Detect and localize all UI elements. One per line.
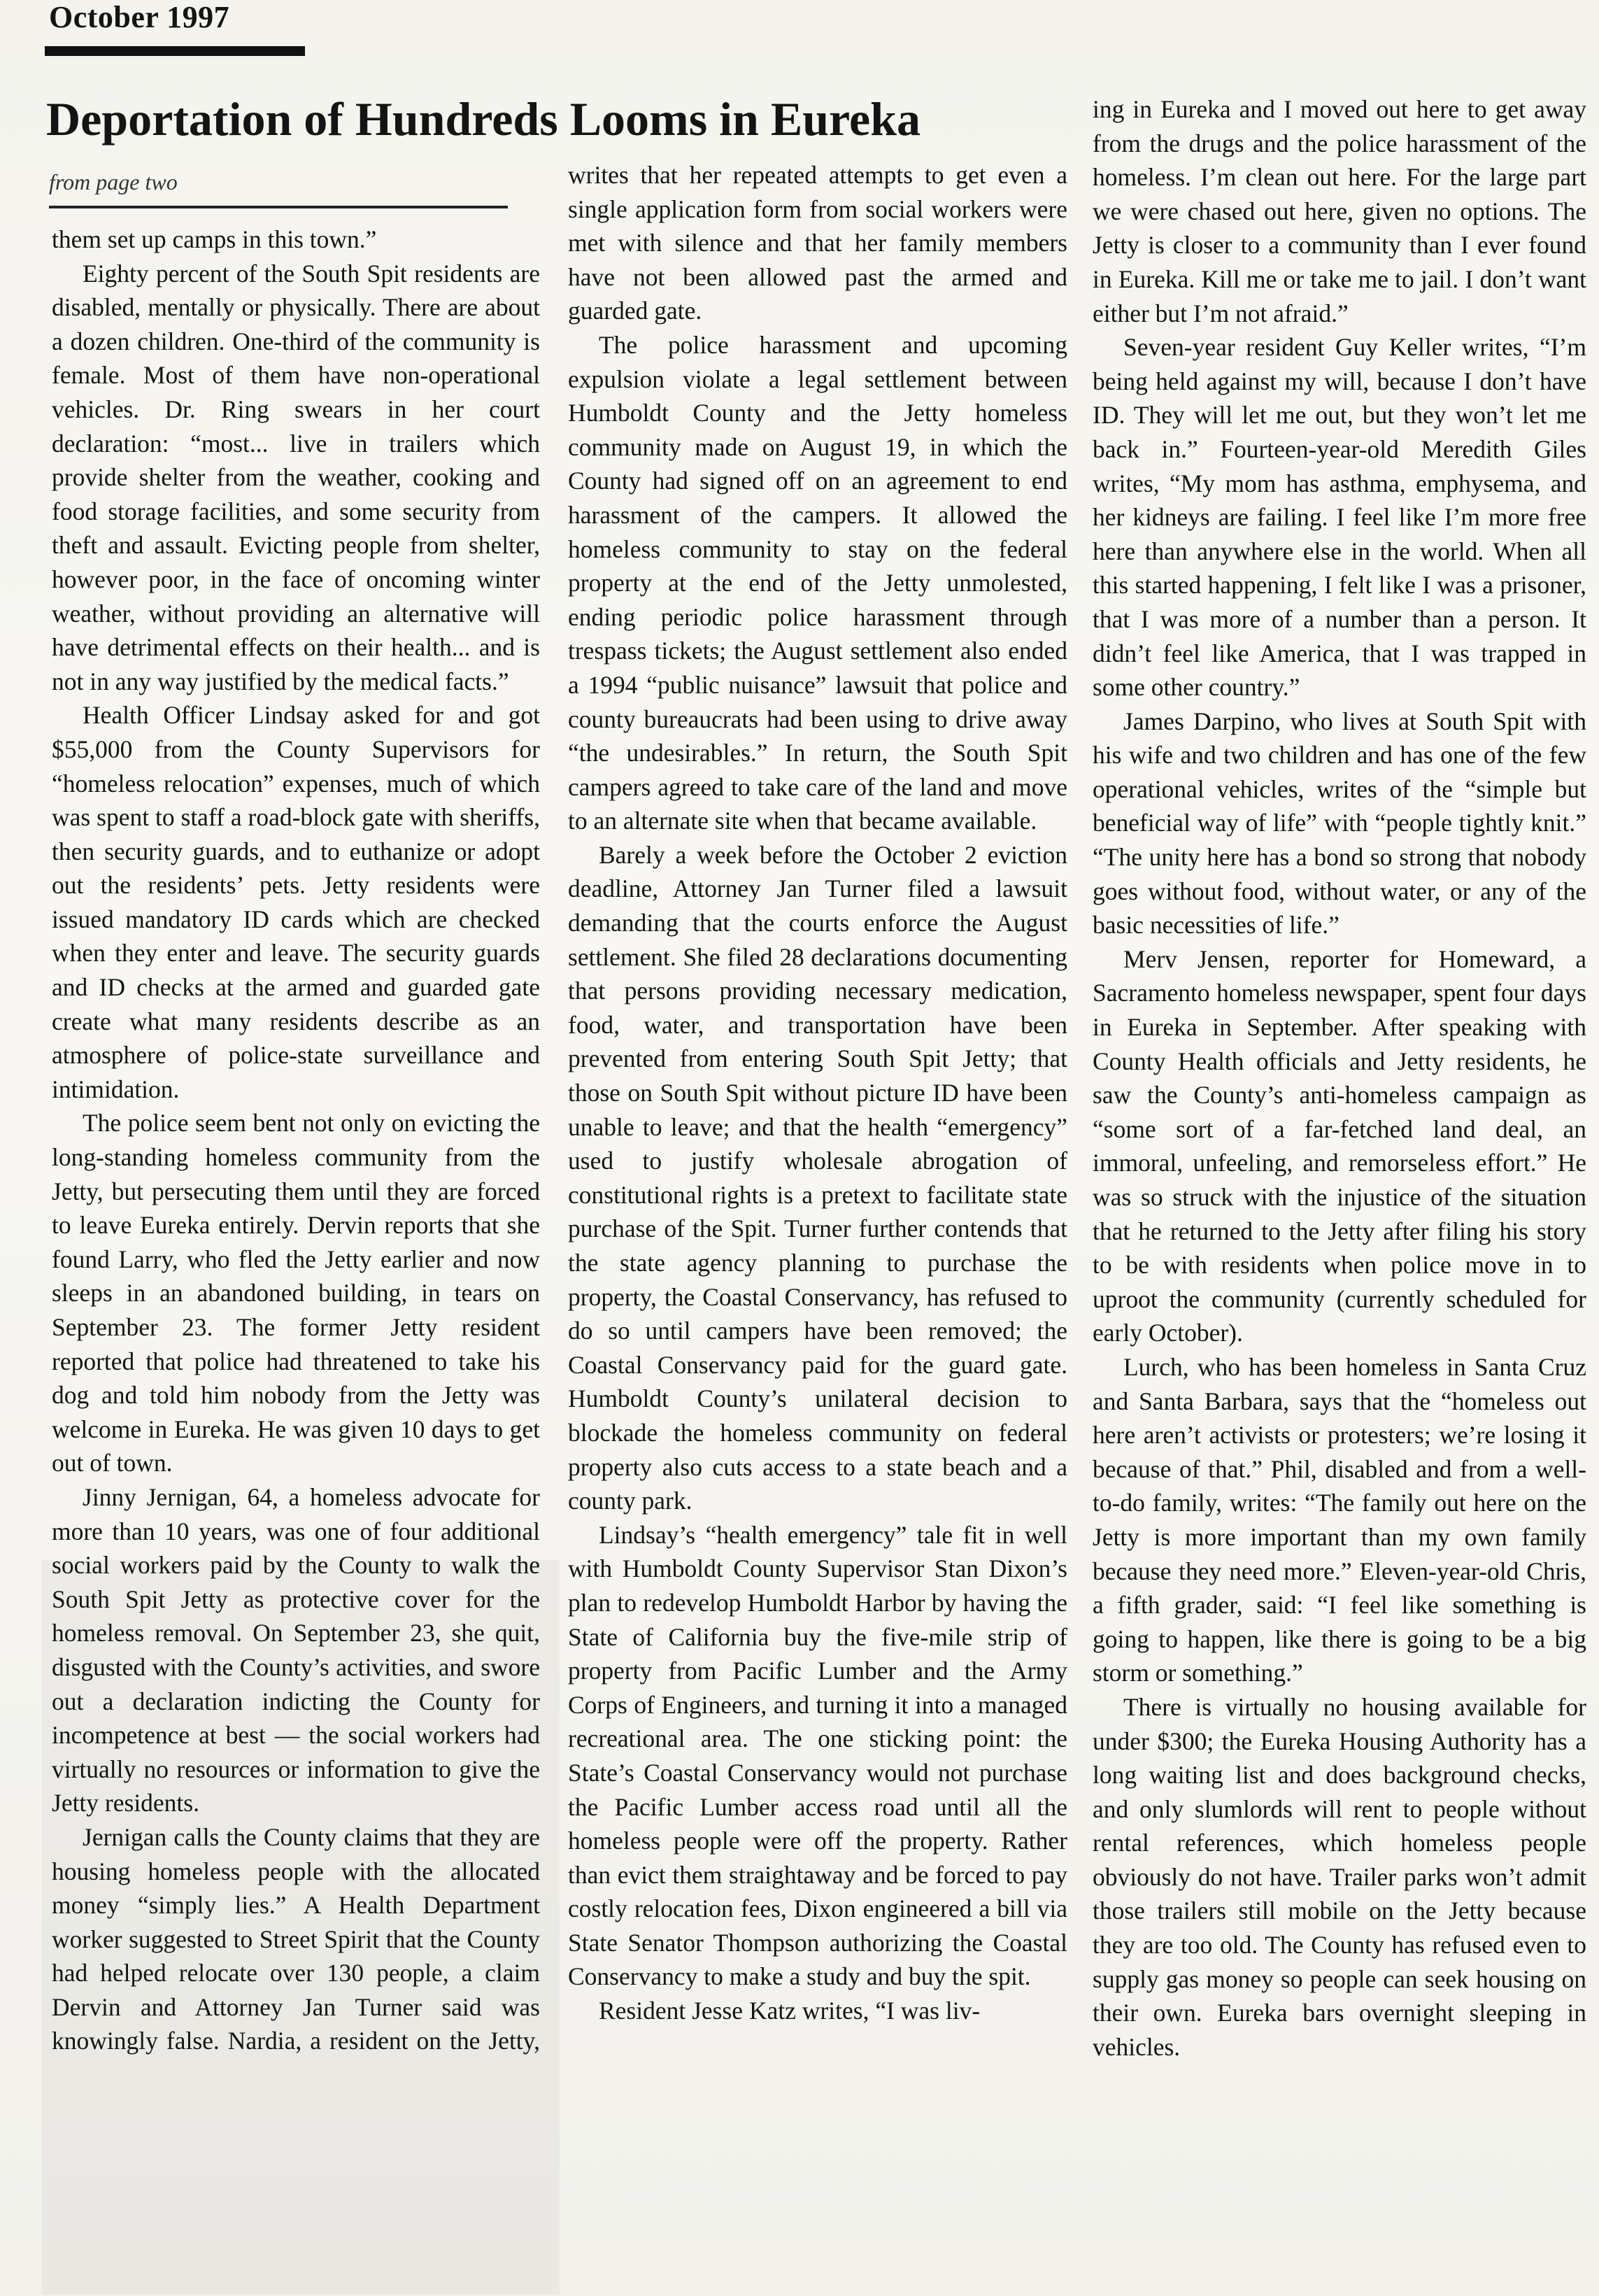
paragraph: Barely a week before the October 2 eviction deadline, Attorney Jan Turner filed a lawsuit demanding that the courts enforce the August settlement. She filed 28 declarations documenting that persons providing necessary medication, food, water, and transportation have been prevented from entering South Spit Jetty; that those on South Spit without picture ID have been unable to leave; and that the health “emergency” used to justify wholesale abrogation of constitutional rights is a pretext to facilitate state purchase of the Spit. Turner further contends that the state agency planning to purchase the property, the Coastal Conservancy, has refused to do so until campers have been removed; the Coastal Conservancy paid for the guard gate. Humboldt County’s unilateral decision to blockade the homeless community on federal property also cuts access to a state beach and a county park. [568,840,1067,1515]
paragraph: Lurch, who has been homeless in Santa Cruz and Santa Barbara, says that the “homeless out here aren’t activists or protesters; we’re losing it because of that.” Phil, disabled and from a well-to-do family, writes: “The family out here on the Jetty is more important than my own family because they need more.” Eleven-year-old Chris, a fifth grader, said: “I feel like something is going to happen, like there is going to be a big storm or something.” [1093,1352,1586,1687]
paragraph: Jinny Jernigan, 64, a homeless advocate for more than 10 years, was one of four additional social workers paid by the County to walk the South Spit Jetty as protective cover for the homeless removal. On September 23, she quit, disgusted with the County’s activities, and swore out a declaration indicting the County for incompetence at best — the social workers had virtually no resources or information to give the Jetty residents. [52,1482,540,1817]
paragraph: Health Officer Lindsay asked for and got $55,000 from the County Supervisors for “homeless relocation” expenses, much of which was spent to staff a road-block gate with sheriffs, then security guards, and to euthanize or adopt out the residents’ pets. Jetty residents were issued mandatory ID cards which are checked when they enter and leave. The security guards and ID checks at the armed and guarded gate create what many residents describe as an atmosphere of police-state surveillance and intimidation. [52,701,540,1103]
paragraph: The police harassment and upcoming expulsion violate a legal settlement between Humboldt County and the Jetty homeless community made on August 19, in which the County had signed off on an agreement to end harassment of the campers. It allowed the homeless community to stay on the federal property at the end of the Jetty unmolested, ending periodic police harassment through trespass tickets; the August settlement also ended a 1994 “public nuisance” lawsuit that police and county bureaucrats had been using to drive away “the undesirables.” In return, the South Spit campers agreed to take care of the land and move to an alternate site when that became available. [568,330,1067,835]
paragraph: Merv Jensen, reporter for Homeward, a Sacramento homeless newspaper, spent four days in Eureka in September. After speaking with County Health officials and Jetty residents, he saw the County’s anti-homeless campaign as “some sort of a far-fetched land deal, an immoral, unfeeling, and remorseless effort.” He was so struck with the injustice of the situation that he returned to the Jetty after filing his story to be with residents when police move in to uproot the community (currently scheduled for early October). [1093,944,1586,1347]
continuation-rule [49,206,508,208]
paragraph: Lindsay’s “health emergency” tale fit in well with Humboldt County Supervisor Stan Dixon’s plan to redevelop Humboldt Harbor by having the State of California buy the five-mile strip of property from Pacific Lumber and the Army Corps of Engineers, and turning it into a managed recreational area. The one sticking point: the State’s Coastal Conservancy would not purchase the Pacific Lumber access road until all the homeless people were off the property. Rather than evict them straightaway and be forced to pay costly relocation fees, Dixon engineered a bill via State Senator Thompson authorizing the Coastal Conservancy to make a study and buy the spit. [568,1520,1067,1991]
continuation-line: from page two [49,169,178,194]
paragraph: There is virtually no housing available for under $300; the Eureka Housing Authority has a long waiting list and does background checks, and only slumlords will rent to people without rental references, which homeless people obviously do not have. Trailer parks won’t admit those trailers still mobile on the Jetty because they are too old. The County has refused even to supply gas money so people can seek housing on their own. Eureka bars overnight sleeping in vehicles. [1093,1692,1586,2061]
article-column-3 [1093,92,1586,2064]
paragraph: James Darpino, who lives at South Spit with his wife and two children and has one of the few operational vehicles, writes of the “simple but beneficial way of life” with “people tightly knit.” “The unity here has a bond so strong that nobody goes without food, without water, or any of the basic necessities of life.” [1093,707,1586,940]
paragraph: them set up camps in this town.” [52,225,377,253]
paragraph: Seven-year resident Guy Keller writes, “I’m being held against my will, because I don’t have ID. They will let me out, but they won’t let me back in.” Fourteen-year-old Meredith Giles writes, “My mom has asthma, emphysema, and her kidneys are failing. I feel like I’m more free here than anywhere else in the world. When all this started happening, I felt like I was a prisoner, that I was more of a number than a person. It didn’t feel like America, that I was trapped in some other country.” [1093,333,1586,702]
paragraph: Jernigan calls the County claims that they are housing homeless people with the allocated money “simply lies.” A Health Department worker suggested to Street Spirit that the County had helped relocate over 130 people, a claim Dervin and Attorney Jan Turner said was knowingly false. Nardia, a resident on the Jetty, [52,1822,540,2055]
paragraph: The police seem bent not only on evicting the long-standing homeless community from the Jetty, but persecuting them until they are forced to leave Eureka entirely. Dervin reports that she found Larry, who fled the Jetty earlier and now sleeps in an abandoned building, in tears on September 23. The former Jetty resident reported that police had threatened to take his dog and told him nobody from the Jetty was welcome in Eureka. He was given 10 days to get out of town. [52,1109,540,1477]
article-column-2 [568,158,1067,2028]
date-rule [45,46,305,56]
article-column-1 [52,222,540,2058]
paragraph: writes that her repeated attempts to get even a single application form from social workers were met with silence and that her family members have not been allowed past the armed and guarded gate. [568,161,1067,325]
article-headline: Deportation of Hundreds Looms in Eureka [46,92,921,146]
paragraph: ing in Eureka and I moved out here to get away from the drugs and the police harassment of the homeless. I’m clean out here. For the large part we were chased out here, given no options. The Jetty is closer to a community than I ever found in Eureka. Kill me or take me to jail. I don’t want either but I’m not afraid.” [1093,95,1586,327]
paragraph: Resident Jesse Katz writes, “I was liv- [599,1997,981,2025]
issue-date: October 1997 [49,0,230,34]
paragraph: Eighty percent of the South Spit residents are disabled, mentally or physically. There are about a dozen children. One-third of the community is female. Most of them have non-operational vehicles. Dr. Ring swears in her court declaration: “most... live in trailers which provide shelter from the weather, cooking and food storage facilities, and some security from theft and assault. Evicting people from shelter, however poor, in the face of oncoming winter weather, without providing an alternative will have detrimental effects on their health... and is not in any way justified by the medical facts.” [52,259,540,695]
